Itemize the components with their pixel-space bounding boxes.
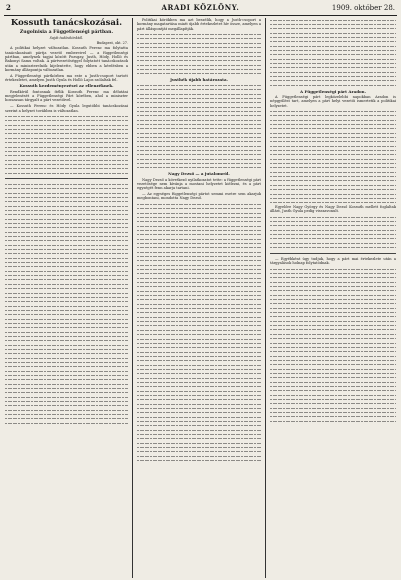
- article-dateline: Budapest, okt. 27.: [96, 41, 128, 46]
- column-3: [270, 18, 396, 578]
- article-headline: Kossuth tanácskozásai.: [10, 18, 123, 28]
- article-paragraph: A Függetlenségi pártkörben ma este a Justh-csoport tartott értekezletet, amelyen Justh Gyula és Holló Lajos szólaltak fel.: [5, 73, 128, 83]
- section-heading: Kossuth kezdeményezései az ellenzéknek.: [19, 83, 114, 89]
- section-heading: Justhék újabb határozata.: [170, 76, 228, 82]
- section-heading: A Függetlenségi párt Aradon.: [300, 88, 366, 94]
- text-line: [270, 83, 396, 87]
- article-byline: Saját tudósítónktól.: [49, 36, 84, 41]
- article-paragraph: A politikai helyzet változatlan. Kossuth Ferenc ma folytatta tanácskozásait pártja vezető embereivel — a függetlenségi pártban, amelynek tagjai között Pozsgay, Justh, Hódy, Holló és Bakonyi Samu voltak. A pártvezetőséggel folytatott tanácskozások után a miniszterelnök kijelentette, hogy ebben a kérdésben a kormány álláspontja változatlan.: [5, 46, 128, 72]
- text-line: [5, 171, 128, 175]
- text-line: [5, 421, 128, 425]
- column-1: [5, 18, 128, 578]
- divider: [270, 253, 396, 254]
- column-2: [137, 18, 261, 578]
- masthead: [4, 3, 397, 16]
- column-rule: [265, 18, 266, 578]
- article-paragraph: — Az egységes függetlenségi pártot semmi esetre sem akarjuk megbontani, mondotta Nagy Dezső.: [137, 192, 261, 201]
- section-heading: Nagy Dezső — a jutalomról.: [168, 171, 230, 177]
- article-paragraph: Rendkívül fontosnak ítélik Kossuth Ferenc ma délutáni megjelenését a Függetlenségi Párt körében, ahol a miniszter hosszasan tárgyalt a párt vezetőivel.: [5, 89, 128, 103]
- text-line: [137, 72, 261, 76]
- text-line: [270, 246, 396, 250]
- article-paragraph: Politikai körökben ma azt beszélik, hogy a Justh-csoport a kormány magatartása miatt újabb értekezletet hív össze, amelyen a párt álláspontját megállapítják.: [137, 18, 261, 31]
- article-subhead: Zugolnisia a Függetlenségi pártban.: [19, 30, 114, 35]
- page-number: 2: [6, 3, 11, 12]
- article-paragraph: A Függetlenségi párt legközelebbi napokban Aradon is népgyűlést tart, amelyen a párt helyi vezetői ismertetik a politikai helyzetet.: [270, 94, 396, 108]
- article-paragraph: Egyelőre Nagy György és Nagy Dezső Kossuth mellett foglaltak állást, Justh Gyula pedig visszavonult.: [270, 204, 396, 214]
- text-line: [137, 166, 261, 170]
- text-line: [270, 419, 396, 423]
- text-line: [137, 459, 261, 463]
- newspaper-title: ARADI KÖZLÖNY.: [161, 3, 240, 12]
- divider: [5, 178, 128, 179]
- article-paragraph: Nagy Dezső a következő nyilatkozatot tette: a függetlenségi párt vezetősége nem kívánja a mostani helyzetet kiélezni, és a párt egységét fenn akarja tartani.: [137, 177, 261, 191]
- article-paragraph: — Kossuth Ferenc és Hódy Gyula legutóbbi tanácskozásai szerint a helyzet továbbra is változatlan.: [5, 104, 128, 113]
- text-line: [270, 201, 396, 205]
- issue-date: 1909. október 28.: [331, 4, 395, 12]
- article-paragraph: — Egyébként úgy tudjuk, hogy a párt mai értekezlete után a tárgyalások holnap folytatódnak.: [270, 256, 396, 266]
- column-rule: [132, 18, 133, 578]
